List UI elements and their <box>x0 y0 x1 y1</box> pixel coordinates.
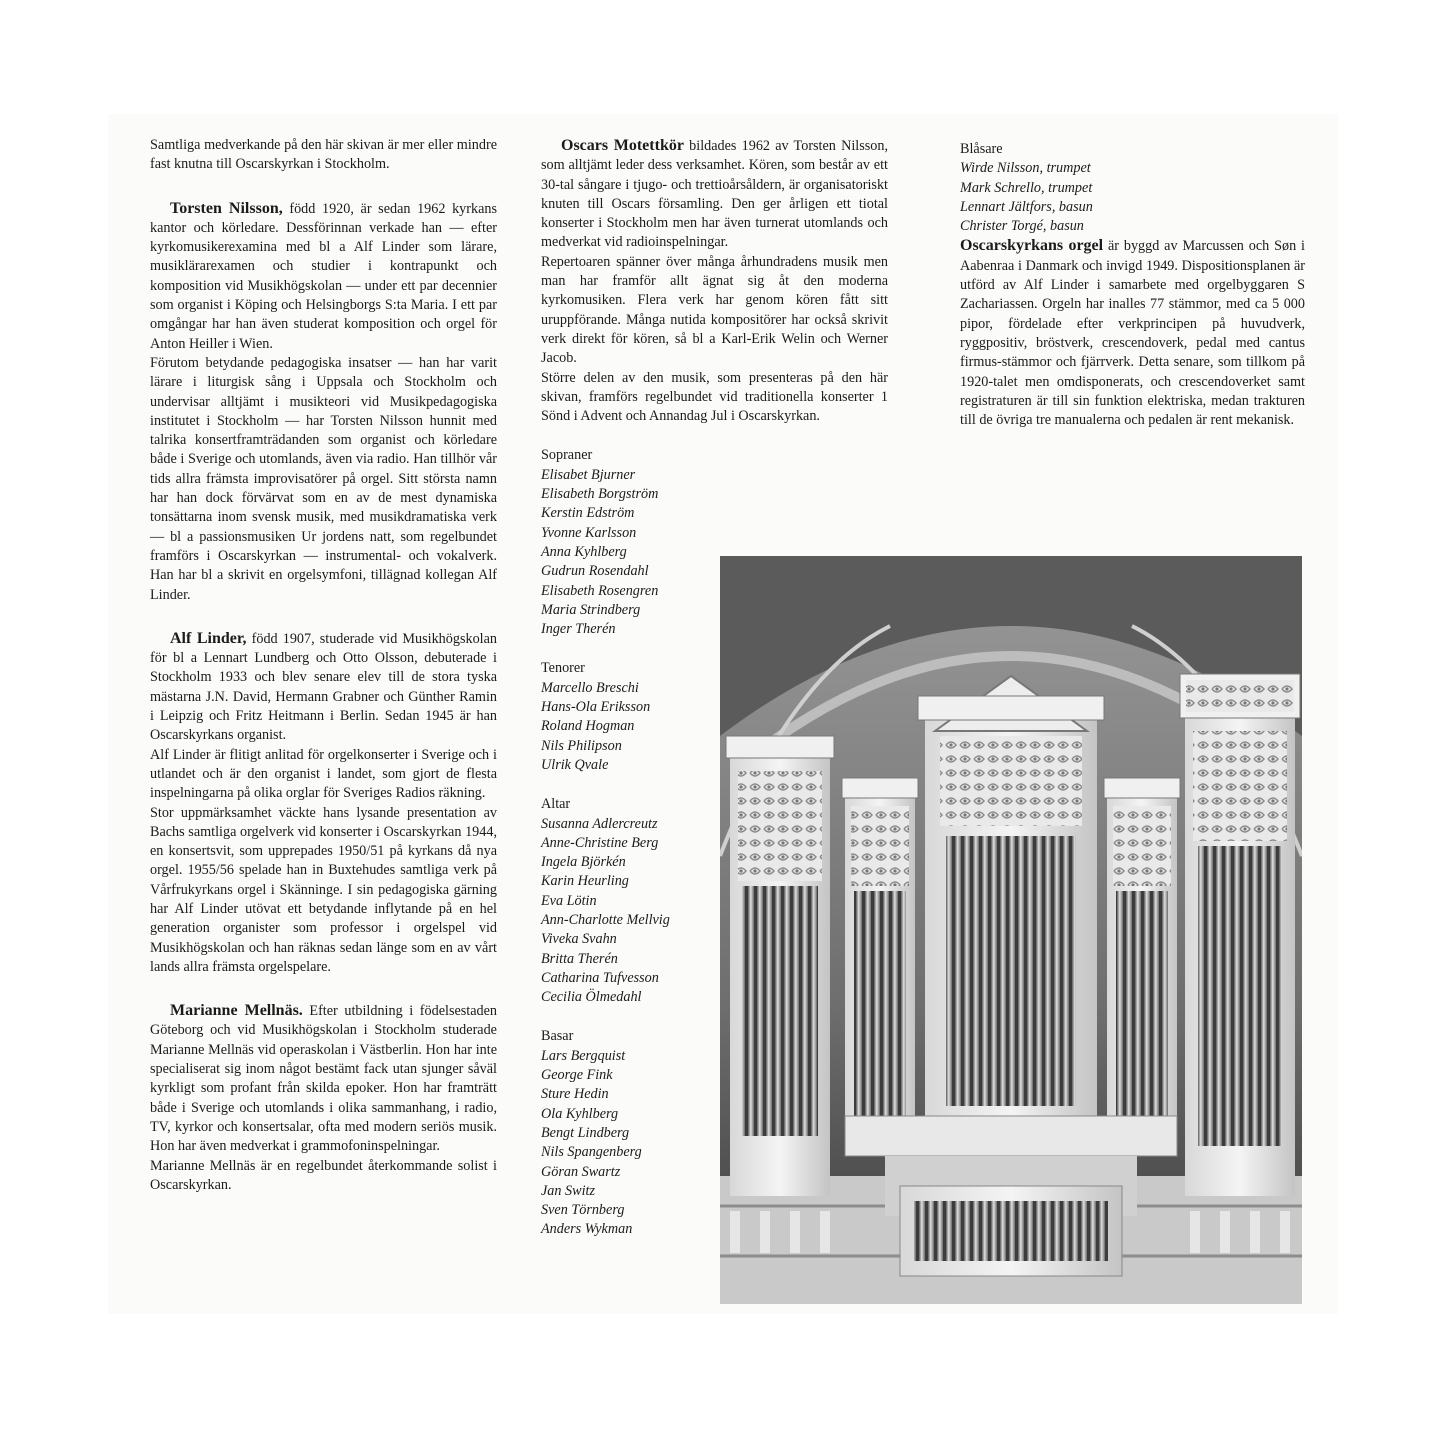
list-item: Marcello Breschi <box>541 679 639 696</box>
list-item: Catharina Tufvesson <box>541 969 659 986</box>
column-left <box>150 136 497 1195</box>
alf-linder-bio-2: Alf Linder är flitigt anlitad för orgelkonserter i Sverige och i utlandet och är den organist i landet, som gjort de flesta inspelningarna på olika orglar för Sveriges Radios räkning. <box>150 746 497 802</box>
torsten-nilsson-bio: född 1920, är sedan 1962 kyrkans kantor och körledare. Dessförinnan verkade han — efter kyrkomusikerexamina med bl a Alf Linder som lärare, musiklärarexamen och studier i kontrapunkt och komposition vid Musikhögskolan — under ett par decennier som organist i Köping och Helsingborgs S:ta Maria. I ett par omgångar har han även studerat komposition och orgel för Anton Heiller i Wien. <box>150 200 498 352</box>
choir-bio-2: Repertoaren spänner över många århundradens musik men man har framför allt ägnat sig åt den moderna kyrkomusiken. Flera verk har genom kören fått sitt uruppförande. Många nutida kompositörer har också skrivit verk direkt för kören, så bl a Karl-Erik Welin och Werner Jacob. <box>541 253 888 367</box>
torsten-nilsson-name: Torsten Nilsson, <box>170 199 283 217</box>
alf-linder-bio-3: Stor uppmärksamhet väckte hans lysande presentation av Bachs samtliga orgelverk vid konserter i Oscarskyrkan 1944, en konsertsvit, som upprepades 1950/51 på kyrkans då nya orgel. 1955/56 spelade han in Buxtehudes samtliga verk på Vårfrukyrkans orgel i Skänninge. I sin pedagogiska gärning har Alf Linder utövat ett betydande inflytande på en hel generation organister som professor i orgelspel vid Musikhögskolan och han räknas sedan länge som en av vårt lands allra främsta orgelspelare. <box>150 804 497 975</box>
blasare-section <box>960 140 1305 236</box>
list-item: George Fink <box>541 1067 613 1084</box>
list-item: Mark Schrello, trumpet <box>960 179 1093 196</box>
list-item: Eva Lötin <box>541 892 597 909</box>
list-item: Susanna Adlercreutz <box>541 815 658 832</box>
list-item: Karin Heurling <box>541 873 629 890</box>
organ-photo-drawing <box>720 556 1302 1304</box>
list-item: Elisabet Bjurner <box>541 466 636 483</box>
alf-linder-name: Alf Linder, <box>170 629 247 647</box>
blasare-heading: Blåsare <box>960 141 1003 157</box>
list-item: Lennart Jältfors, basun <box>960 198 1093 215</box>
list-item: Anne-Christine Berg <box>541 834 659 851</box>
list-item: Nils Spangenberg <box>541 1144 642 1161</box>
list-item: Roland Hogman <box>541 718 635 735</box>
list-item: Cecilia Ölmedahl <box>541 989 642 1006</box>
list-item: Ann-Charlotte Mellvig <box>541 911 670 928</box>
list-item: Kerstin Edström <box>541 505 635 522</box>
list-item: Viveka Svahn <box>541 931 617 948</box>
sopraner-heading: Sopraner <box>541 447 593 464</box>
list-item: Nils Philipson <box>541 737 622 754</box>
marianne-mellnas-bio-2: Marianne Mellnäs är en regelbundet återkommande solist i Oscarskyrkan. <box>150 1157 497 1193</box>
list-item: Yvonne Karlsson <box>541 524 637 541</box>
list-item: Inger Therén <box>541 621 616 638</box>
tenorer-heading: Tenorer <box>541 660 585 677</box>
torsten-nilsson-paragraph <box>150 199 497 354</box>
basar-heading: Basar <box>541 1028 574 1045</box>
list-item: Wirde Nilsson, trumpet <box>960 160 1091 177</box>
organ-photograph <box>720 556 1302 1304</box>
list-item: Ingela Björkén <box>541 854 626 871</box>
list-item: Maria Strindberg <box>541 601 641 618</box>
list-item: Ulrik Qvale <box>541 756 609 773</box>
organ-name: Oscarskyrkans orgel <box>960 237 1104 255</box>
choir-bio: bildades 1962 av Torsten Nilsson, som alltjämt leder dess verksamhet. Kören, som består av ett 30-tal sångare i tjugo- och trettioårsåldern, är organisatoriskt knuten till Oscars församling. Den ger årligen ett tiotal konserter i Stockholm men har även turnerat utomlands och medverkat vid radioinspelningar. <box>541 138 889 251</box>
list-item: Göran Swartz <box>541 1163 621 1180</box>
choir-name: Oscars Motettkör <box>561 137 684 154</box>
torsten-nilsson-bio-2: Förutom betydande pedagogiska insatser — han har varit lärare i liturgisk sång i Uppsala och Stockholm och undervisar alltjämt i musikteori vid Musikpedagogiska institutet i Stockholm — har Torsten Nilsson hunnit med talrika konsertframträdanden som organist och körledare både i Sverige och utomlands, även via radio. Han tillhör vår tids allra främsta improvisatörer på orgel. Sitt största namn har han dock förvärvat som en av de mest dynamiska tonsättarna inom svensk musik, med musikdramatiska verk — bl a passionsmusiken Ur jordens natt, som regelbundet framförs i Oscarskyrkan — instrumental- och vokalverk. Han har bl a skrivit en orgelsymfoni, tillägnad kollegan Alf Linder. <box>150 354 497 603</box>
list-item: Elisabeth Rosengren <box>541 582 659 599</box>
choir-bio-3: Större delen av den musik, som presenteras på den här skivan, framförs regelbundet vid traditionella konserter 1 Sönd i Advent och Annandag Jul i Oscarskyrkan. <box>541 369 888 425</box>
list-item: Christer Torgé, basun <box>960 218 1084 235</box>
list-item: Elisabeth Borgström <box>541 486 659 503</box>
marianne-mellnas-bio: Efter utbildning i födelsestaden Göteborg och vid Musikhögskolan i Stockholm studerade Marianne Mellnäs vid operaskolan i Västberlin. Hon har inte specialiserat sig inom något bestämt fack utan sjunger såväl kyrkligt som profant från skilda epoker. Hon har framträtt både i Sverige och utomlands i olika sammanhang, i radio, TV, kyrkor och konsertsalar, ofta med modern seriös musik. Hon har även medverkat i grammofoninspelningar. <box>150 1003 498 1155</box>
marianne-mellnas-paragraph <box>150 1001 497 1156</box>
alf-linder-paragraph <box>150 629 497 746</box>
list-item: Ola Kyhlberg <box>541 1105 619 1122</box>
organ-description: är byggd av Marcussen och Søn i Aabenraa i Danmark och invigd 1949. Dispositionsplanen är utförd av Alf Linder i samarbete med orgelbyggaren S Zachariassen. Orgeln har inalles 77 stämmor, med ca 5 000 pipor, fördelade efter verkprincipen på huvudverk, ryggpositiv, bröstverk, crescendoverk, pedal med cantus firmus-stämmor och fjärrverk. Detta senare, som tillkom på 1920-talet men omdisponerats, och crescendoverket samt registraturen är till sin funktion elektriska, medan trakturen till de övriga tre manualerna och pedalen är rent mekanisk. <box>960 238 1305 429</box>
list-item: Britta Therén <box>541 950 618 967</box>
organ-paragraph <box>960 236 1305 430</box>
list-item: Sven Törnberg <box>541 1202 625 1219</box>
alf-linder-bio: född 1907, studerade vid Musikhögskolan för bl a Lennart Lundberg och Otto Olsson, debuterade i Stockholm 1933 och blev senare elev till de stora tyska mästarna J.N. David, Hermann Grabner och Günther Ramin i Leipzig och Fritz Heitmann i Berlin. Sedan 1945 är han Oscarskyrkans organist. <box>150 630 497 744</box>
list-item: Anna Kyhlberg <box>541 543 627 560</box>
marianne-mellnas-name: Marianne Mellnäs. <box>170 1002 303 1020</box>
blasare-list <box>960 159 1305 236</box>
altar-heading: Altar <box>541 796 571 813</box>
intro-paragraph: Samtliga medverkande på den här skivan är mer eller mindre fast knutna till Oscarskyrkan i Stockholm. <box>150 137 497 173</box>
list-item: Sture Hedin <box>541 1086 609 1103</box>
list-item: Lars Bergquist <box>541 1047 626 1064</box>
list-item: Anders Wykman <box>541 1221 633 1238</box>
list-item: Bengt Lindberg <box>541 1124 630 1141</box>
list-item: Hans-Ola Eriksson <box>541 699 651 716</box>
choir-paragraph <box>541 136 888 253</box>
list-item: Gudrun Rosendahl <box>541 563 649 580</box>
column-right <box>960 140 1305 430</box>
list-item: Jan Switz <box>541 1182 595 1199</box>
